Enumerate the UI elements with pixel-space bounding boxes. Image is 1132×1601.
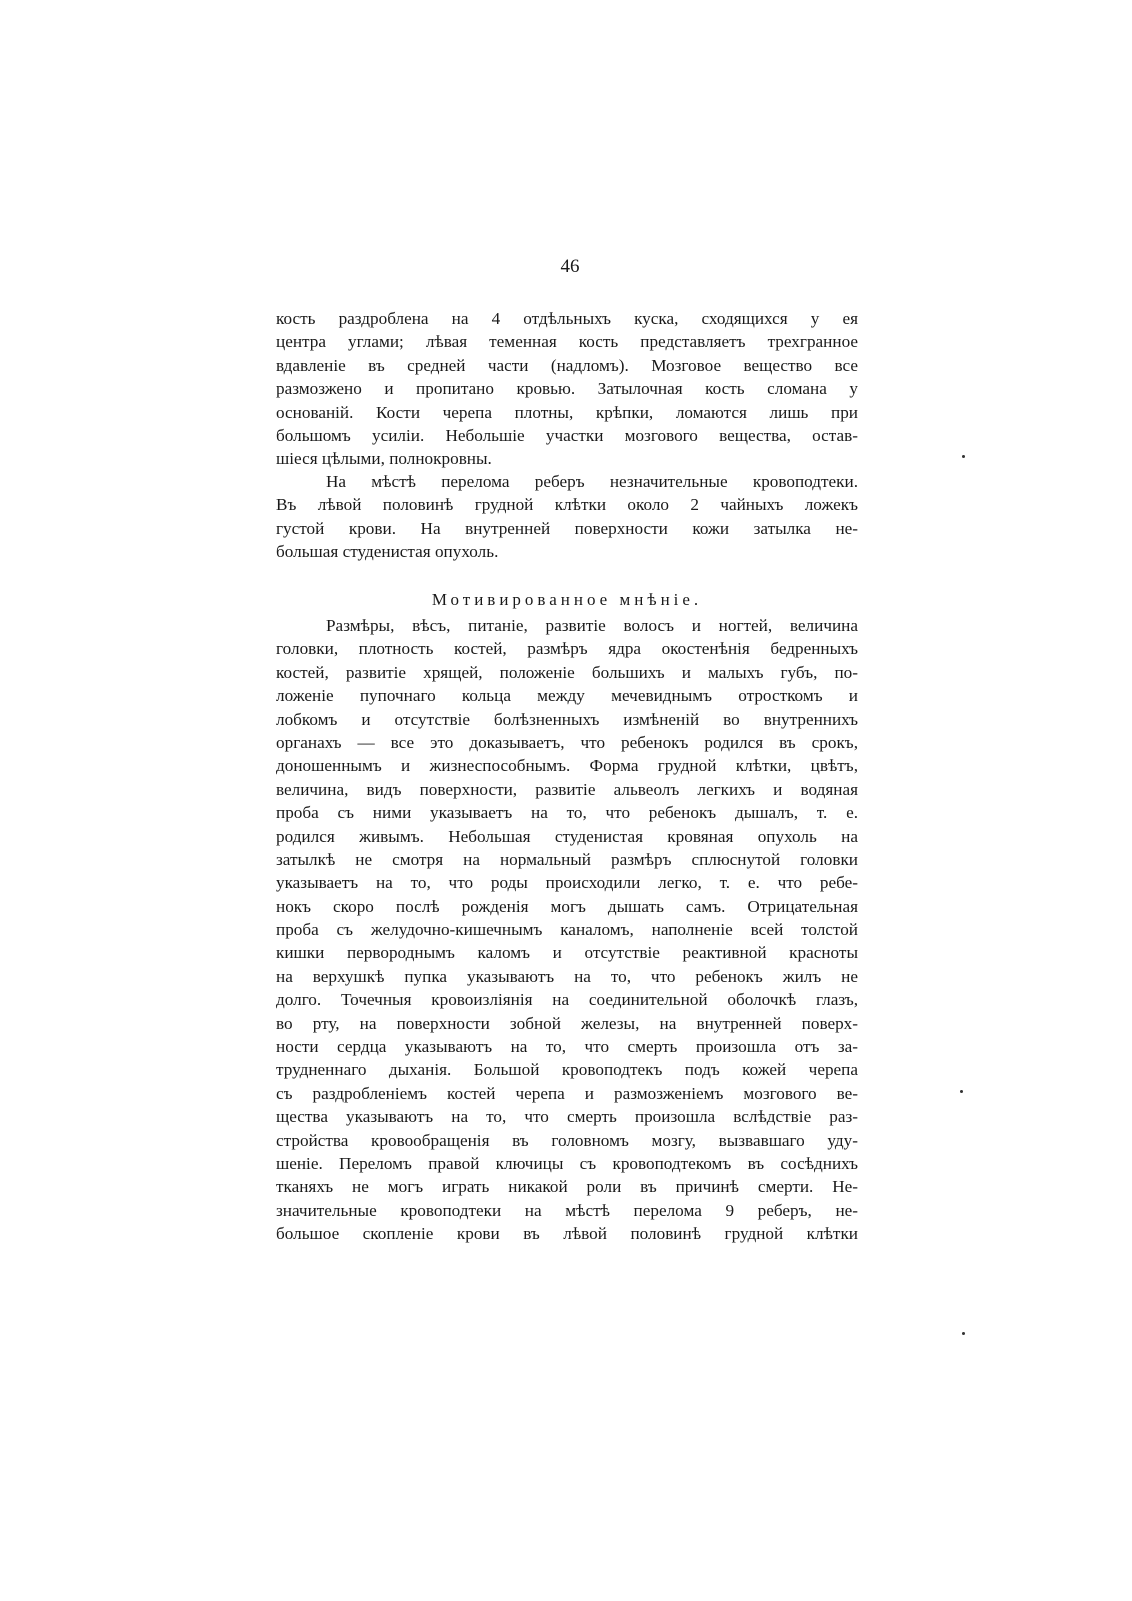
text-line: шеніе. Переломъ правой ключицы съ кровоподтекомъ въ сосѣднихъ bbox=[276, 1153, 858, 1173]
text-line: ности сердца указываютъ на то, что смерть произошла отъ за- bbox=[276, 1037, 858, 1057]
text-line: шіеся цѣлыми, полнокровны. bbox=[276, 449, 492, 469]
scan-speck bbox=[960, 1090, 963, 1093]
text-line: большая студенистая опухоль. bbox=[276, 542, 499, 562]
text-line: проба съ ними указываетъ на то, что ребенокъ дышалъ, т. е. bbox=[276, 803, 858, 823]
text-line: костей, развитіе хрящей, положеніе большихъ и малыхъ губъ, по- bbox=[276, 662, 858, 682]
paragraph-conclusion bbox=[276, 614, 858, 1246]
text-line: кость раздроблена на 4 отдѣльныхъ куска, сходящихся у ея bbox=[276, 309, 858, 328]
text-line: на верхушкѣ пупка указываютъ на то, что ребенокъ жилъ не bbox=[276, 966, 858, 986]
text-line: щества указываютъ на то, что смерть произошла вслѣдствіе раз- bbox=[276, 1107, 858, 1127]
text-line: родился живымъ. Небольшая студенистая кровяная опухоль на bbox=[276, 826, 858, 846]
text-line: густой крови. На внутренней поверхности кожи затылка не- bbox=[276, 518, 858, 538]
section-heading: Мотивированное мнѣніе. bbox=[431, 590, 703, 609]
text-line: значительные кровоподтеки на мѣстѣ перелома 9 реберъ, не- bbox=[276, 1200, 858, 1220]
text-line: долго. Точечныя кровоизліянія на соединительной оболочкѣ глазъ, bbox=[276, 990, 858, 1010]
text-line: нокъ скоро послѣ рожденія могъ дышать самъ. Отрицательная bbox=[276, 896, 858, 916]
text-line: лобкомъ и отсутствіе болѣзненныхъ измѣненій во внутреннихъ bbox=[276, 709, 858, 729]
text-line: Размѣры, вѣсъ, питаніе, развитіе волосъ и ногтей, величина bbox=[326, 616, 858, 635]
text-line: съ раздробленіемъ костей черепа и размозженіемъ мозгового ве- bbox=[276, 1083, 858, 1103]
text-line: ложеніе пупочнаго кольца между мечевиднымъ отросткомъ и bbox=[276, 686, 858, 706]
text-line: проба съ желудочно-кишечнымъ каналомъ, наполненіе всей толстой bbox=[276, 920, 858, 940]
text-line: трудненнаго дыханія. Большой кровоподтекъ подъ кожей черепа bbox=[276, 1060, 858, 1080]
paragraph-autopsy-skull bbox=[276, 307, 858, 471]
scan-speck bbox=[962, 455, 965, 458]
text-line: большомъ усиліи. Небольшіе участки мозгового вещества, остав- bbox=[276, 425, 858, 445]
text-line: указываетъ на то, что роды происходили легко, т. е. что ребе- bbox=[276, 873, 858, 893]
text-line: На мѣстѣ перелома реберъ незначительные кровоподтеки. bbox=[326, 472, 858, 491]
text-line: размозжено и пропитано кровью. Затылочная кость сломана у bbox=[276, 379, 858, 399]
text-line: органахъ — все это доказываетъ, что ребенокъ родился въ срокъ, bbox=[276, 732, 858, 752]
text-line: вдавленіе въ средней части (надломъ). Мозговое вещество все bbox=[276, 355, 858, 375]
text-line: Въ лѣвой половинѣ грудной клѣтки около 2 чайныхъ ложекъ bbox=[276, 495, 858, 515]
text-line: кишки первороднымъ каломъ и отсутствіе реактивной красноты bbox=[276, 943, 858, 963]
text-line: большое скопленіе крови въ лѣвой половинѣ грудной клѣтки bbox=[276, 1224, 858, 1244]
text-line: во рту, на поверхности зобной железы, на внутренней поверх- bbox=[276, 1013, 858, 1033]
text-line: центра углами; лѣвая теменная кость представляетъ трехгранное bbox=[276, 332, 858, 352]
text-line: величина, видъ поверхности, развитіе альвеолъ легкихъ и водяная bbox=[276, 779, 858, 799]
text-line: стройства кровообращенія въ головномъ мозгу, вызвавшаго уду- bbox=[276, 1130, 858, 1150]
text-line: затылкѣ не смотря на нормальный размѣръ сплюснутой головки bbox=[276, 849, 858, 869]
paragraph-autopsy-ribs bbox=[276, 470, 858, 564]
text-line: основаній. Кости черепа плотны, крѣпки, ломаются лишь при bbox=[276, 402, 858, 422]
text-line: тканяхъ не могъ играть никакой роли въ причинѣ смерти. Не- bbox=[276, 1177, 858, 1197]
text-line: головки, плотность костей, размѣръ ядра окостенѣнія бедренныхъ bbox=[276, 639, 858, 659]
page-number: 46 bbox=[560, 256, 580, 277]
text-line: доношеннымъ и жизнеспособнымъ. Форма грудной клѣтки, цвѣтъ, bbox=[276, 756, 858, 776]
scan-speck bbox=[962, 1332, 965, 1335]
